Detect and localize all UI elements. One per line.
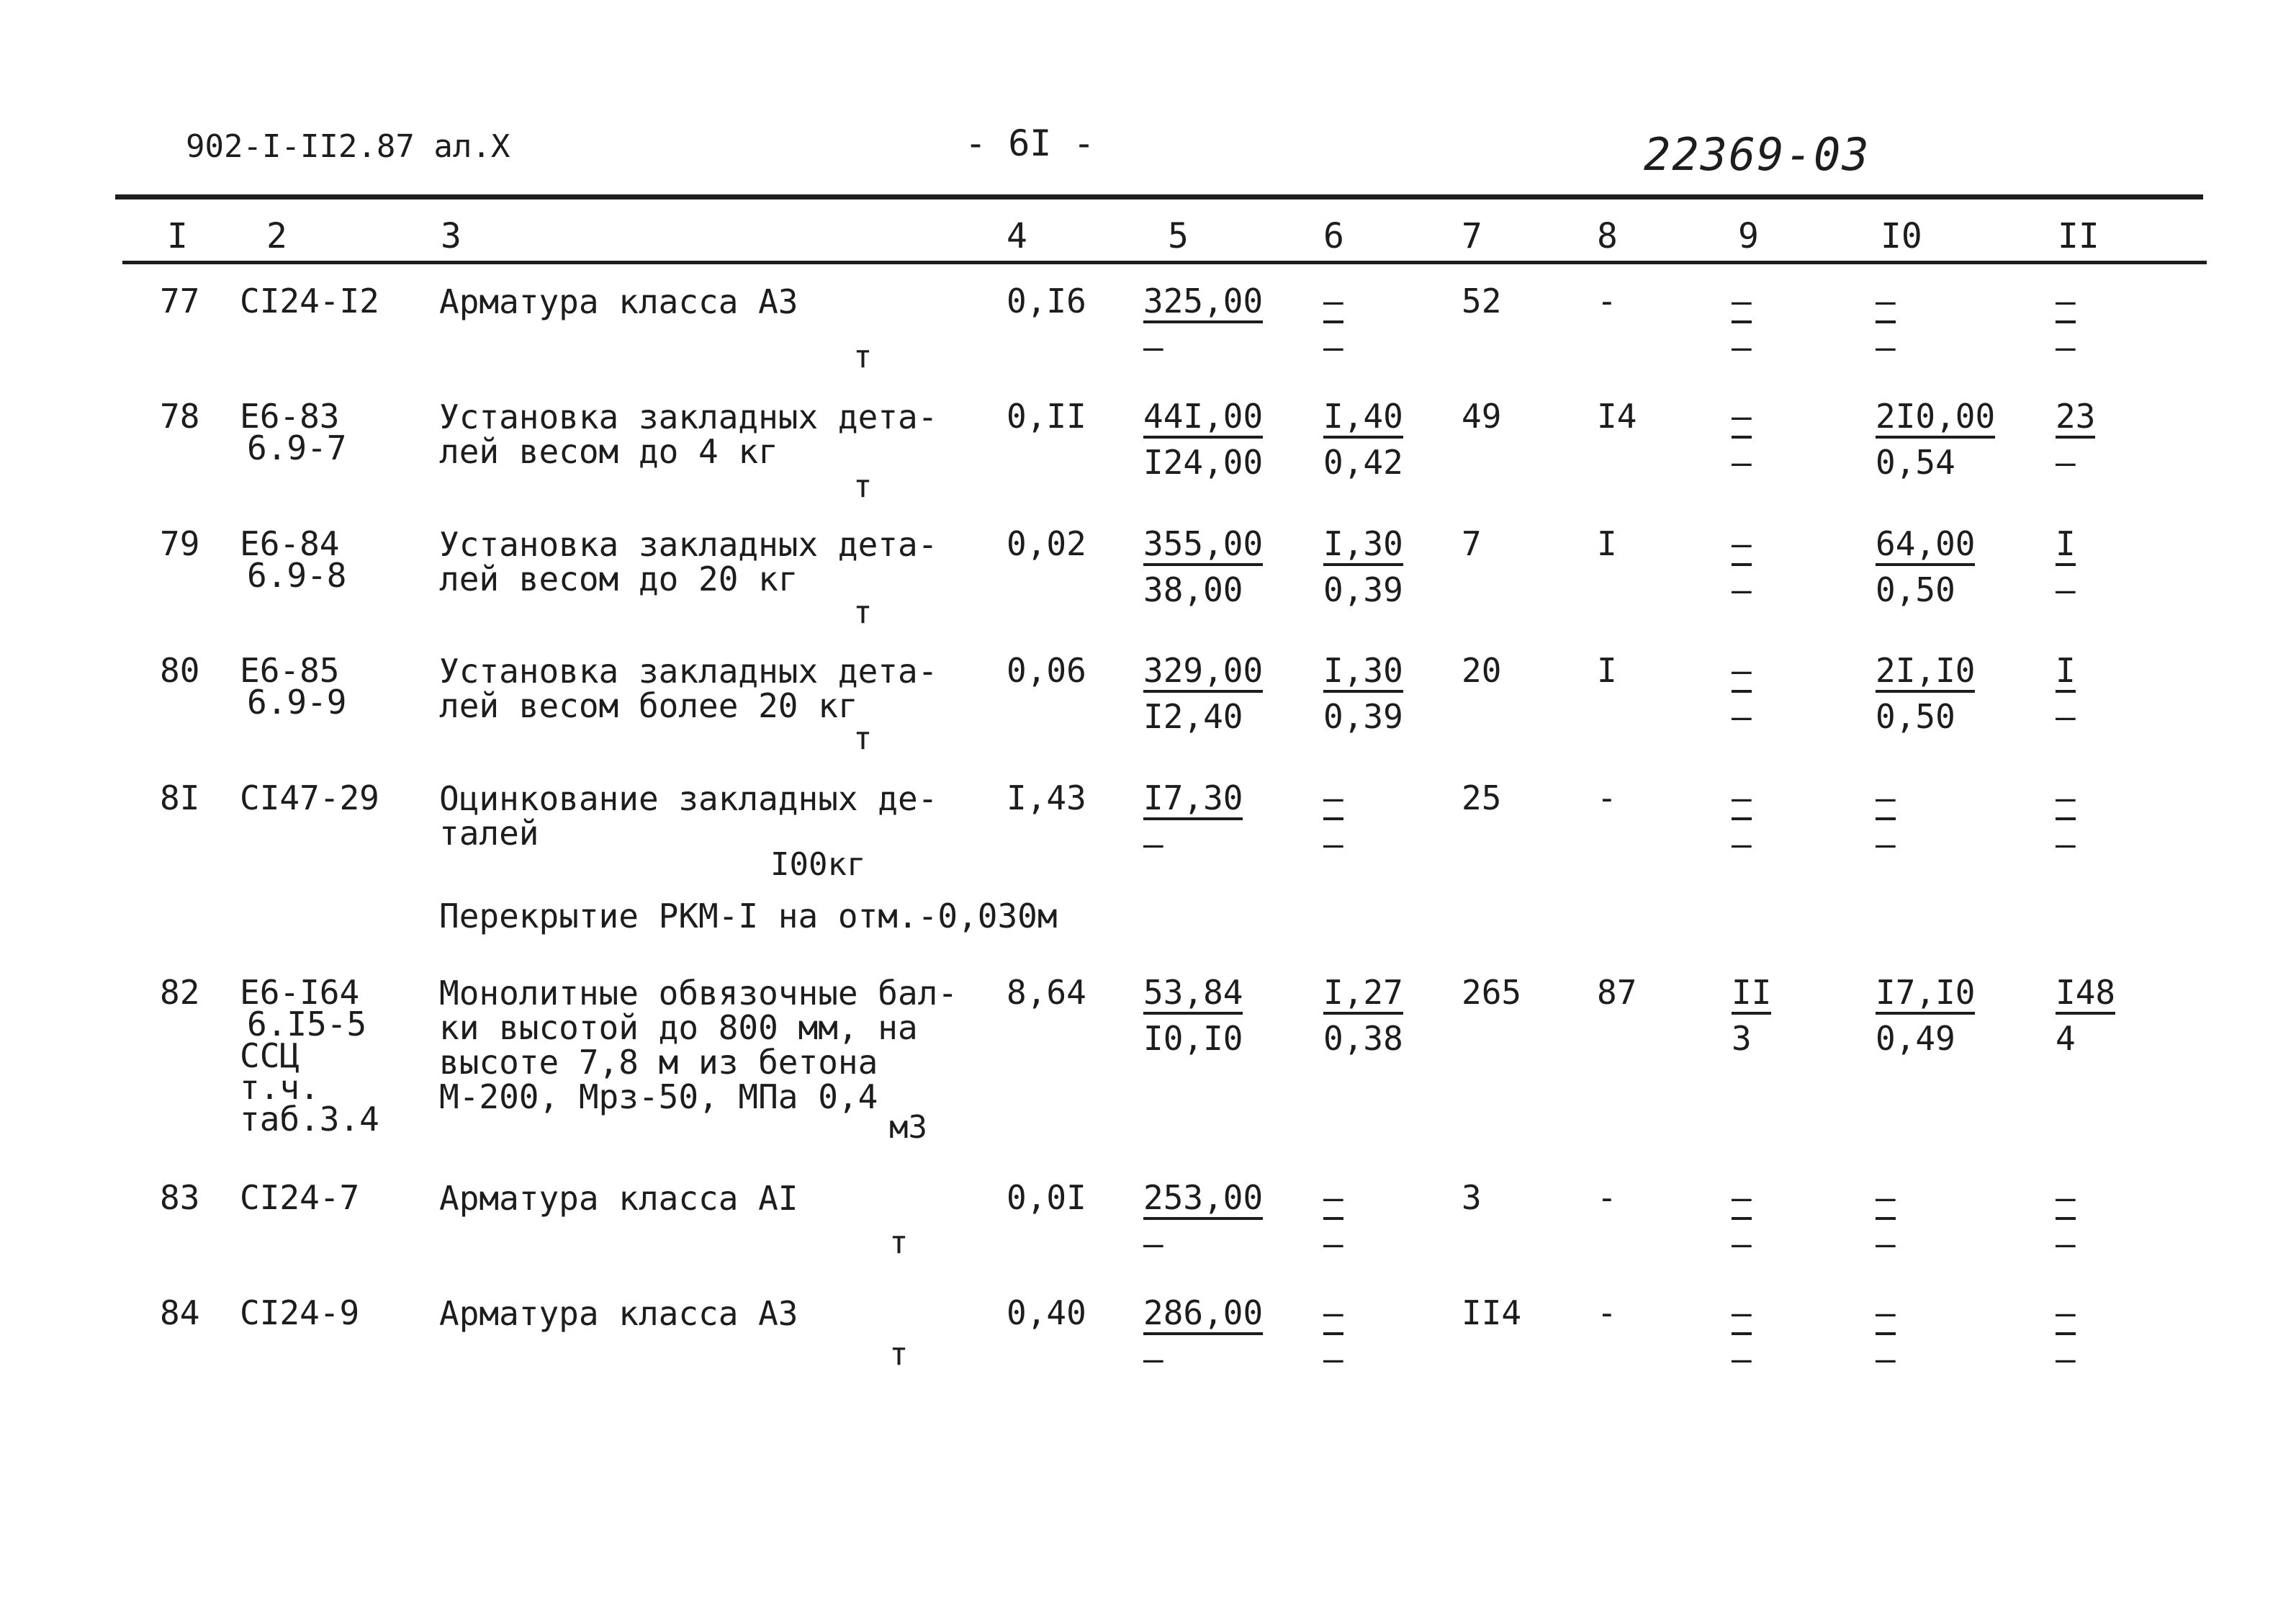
- column-header-3: 3: [441, 216, 462, 256]
- row-quantity: 0,I6: [1007, 282, 1086, 320]
- page-code: 902-I-II2.87 ал.X: [186, 128, 510, 165]
- cell-col9: [1732, 397, 1752, 482]
- cell-col8: -: [1597, 282, 1617, 320]
- cell-col11-denominator: –: [2056, 328, 2076, 367]
- cell-col10-numerator: 2I,I0: [1876, 654, 1975, 693]
- row-unit: т: [853, 720, 873, 757]
- row-number: 79: [160, 524, 200, 563]
- cell-col5-numerator: I7,30: [1143, 781, 1243, 820]
- row-unit: т: [853, 338, 873, 375]
- cell-col10-numerator: –: [1876, 1296, 1896, 1335]
- cell-col6: [1323, 1178, 1343, 1263]
- cell-col6-denominator: –: [1323, 328, 1343, 367]
- cell-col6-numerator: I,30: [1323, 654, 1403, 693]
- cell-col10: [1876, 524, 1976, 609]
- cell-col8: 87: [1597, 973, 1637, 1012]
- cell-col10-denominator: –: [1876, 1339, 1896, 1378]
- cell-col9: [1732, 651, 1752, 736]
- cell-col5: [1143, 397, 1264, 482]
- cell-col11-numerator: –: [2056, 781, 2076, 820]
- row-code: CI24-I2: [240, 282, 379, 320]
- cell-col9-denominator: –: [1732, 1224, 1752, 1263]
- cell-col11-denominator: –: [2056, 697, 2076, 736]
- row-unit: т: [853, 594, 873, 631]
- column-header-6: 6: [1323, 216, 1344, 256]
- cell-col11: [2056, 524, 2076, 609]
- cell-col9: [1732, 778, 1752, 863]
- cell-col9: [1732, 1178, 1752, 1263]
- cell-col11: [2056, 973, 2116, 1058]
- cell-col5-numerator: 355,00: [1143, 527, 1263, 566]
- row-description: лей весом до 4 кг: [439, 432, 778, 471]
- cell-col11-numerator: 23: [2056, 400, 2095, 439]
- cell-col6-denominator: –: [1323, 825, 1343, 863]
- row-code: CI24-7: [240, 1178, 360, 1217]
- cell-col8: -: [1597, 1178, 1617, 1217]
- row-unit: т: [853, 468, 873, 505]
- cell-col9-numerator: –: [1732, 1181, 1752, 1220]
- row-unit: I00кг: [770, 846, 866, 883]
- cell-col9: [1732, 1293, 1752, 1378]
- row-number: 82: [160, 973, 200, 1012]
- cell-col5-denominator: I2,40: [1143, 697, 1243, 736]
- cell-col11: [2056, 778, 2076, 863]
- cell-col11: [2056, 1293, 2076, 1378]
- cell-col11-denominator: –: [2056, 443, 2076, 482]
- cell-col11-denominator: –: [2056, 1339, 2076, 1378]
- cell-col6: [1323, 524, 1403, 609]
- cell-col10: [1876, 282, 1896, 367]
- cell-col10-numerator: I7,I0: [1876, 976, 1975, 1015]
- cell-col11: [2056, 282, 2076, 367]
- cell-col5-denominator: –: [1143, 825, 1163, 863]
- row-description: Арматура класса А3: [439, 282, 798, 321]
- cell-col6-numerator: –: [1323, 1181, 1343, 1220]
- row-description: Арматура класса А3: [439, 1294, 798, 1333]
- cell-col10-denominator: 0,50: [1876, 570, 1955, 609]
- cell-col5: [1143, 973, 1243, 1058]
- row-description: Оцинкование закладных де-: [439, 779, 938, 818]
- cell-col10: [1876, 1293, 1896, 1378]
- cell-col6: [1323, 778, 1343, 863]
- row-code: CI24-9: [240, 1293, 360, 1332]
- section-title: Перекрытие РКМ-I на отм.-0,030м: [439, 897, 1058, 935]
- cell-col5-numerator: 286,00: [1143, 1296, 1263, 1335]
- cell-col10: [1876, 778, 1896, 863]
- column-header-7: 7: [1462, 216, 1482, 256]
- cell-col9-denominator: –: [1732, 328, 1752, 367]
- cell-col8: I: [1597, 651, 1617, 690]
- cell-col8: -: [1597, 1293, 1617, 1332]
- cell-col10: [1876, 973, 1976, 1058]
- row-code: 6.9-9: [247, 683, 347, 722]
- row-code: Е6-I64: [240, 973, 360, 1012]
- cell-col9: [1732, 282, 1752, 367]
- cell-col7: 3: [1462, 1178, 1482, 1217]
- cell-col5: [1143, 1293, 1264, 1378]
- column-header-4: 4: [1007, 216, 1027, 256]
- cell-col7: 20: [1462, 651, 1502, 690]
- cell-col10: [1876, 397, 1996, 482]
- cell-col9-numerator: –: [1732, 781, 1752, 820]
- row-number: 77: [160, 282, 200, 320]
- cell-col10-denominator: 0,50: [1876, 697, 1955, 736]
- row-description: Монолитные обвязочные бал-: [439, 974, 958, 1013]
- cell-col9-numerator: –: [1732, 400, 1752, 439]
- cell-col9: [1732, 524, 1752, 609]
- row-number: 80: [160, 651, 200, 690]
- cell-col11-denominator: –: [2056, 825, 2076, 863]
- cell-col9-denominator: –: [1732, 825, 1752, 863]
- row-quantity: 0,0I: [1007, 1178, 1086, 1217]
- cell-col9: [1732, 973, 1772, 1058]
- cell-col6-denominator: –: [1323, 1339, 1343, 1378]
- row-description: ки высотой до 800 мм, на: [439, 1008, 918, 1047]
- row-quantity: 0,II: [1007, 397, 1086, 436]
- cell-col6-denominator: 0,39: [1323, 570, 1403, 609]
- cell-col9-numerator: II: [1732, 976, 1771, 1015]
- cell-col6-numerator: –: [1323, 284, 1343, 323]
- column-header-8: 8: [1597, 216, 1618, 256]
- document-id: 22369-03: [1644, 128, 1870, 181]
- row-description: талей: [439, 814, 539, 853]
- cell-col11: [2056, 651, 2076, 736]
- row-unit: т: [889, 1224, 909, 1261]
- header-rule: [115, 194, 2203, 199]
- row-unit: т: [889, 1336, 909, 1373]
- cell-col5-denominator: I0,I0: [1143, 1019, 1243, 1058]
- cell-col6-denominator: 0,42: [1323, 443, 1403, 482]
- cell-col7: 52: [1462, 282, 1502, 320]
- cell-col5: [1143, 524, 1264, 609]
- cell-col8: I4: [1597, 397, 1637, 436]
- cell-col5: [1143, 1178, 1264, 1263]
- cell-col5-denominator: 38,00: [1143, 570, 1243, 609]
- cell-col7: 265: [1462, 973, 1522, 1012]
- cell-col6: [1323, 397, 1403, 482]
- cell-col7: II4: [1462, 1293, 1522, 1332]
- cell-col6-numerator: I,27: [1323, 976, 1403, 1015]
- row-code: Е6-85: [240, 651, 340, 690]
- cell-col7: 7: [1462, 524, 1482, 563]
- cell-col5-numerator: 325,00: [1143, 284, 1263, 323]
- row-code: 6.9-8: [247, 556, 347, 595]
- cell-col11-numerator: –: [2056, 1296, 2076, 1335]
- row-code: CI47-29: [240, 778, 379, 817]
- cell-col9-denominator: –: [1732, 1339, 1752, 1378]
- row-number: 8I: [160, 778, 200, 817]
- cell-col7: 49: [1462, 397, 1502, 436]
- cell-col10-denominator: 0,49: [1876, 1019, 1955, 1058]
- row-code: 6.9-7: [247, 428, 347, 467]
- cell-col6-denominator: –: [1323, 1224, 1343, 1263]
- cell-col10-numerator: 64,00: [1876, 527, 1975, 566]
- cell-col11-numerator: I: [2056, 527, 2076, 566]
- cell-col7: 25: [1462, 778, 1502, 817]
- column-header-5: 5: [1168, 216, 1189, 256]
- row-code: Е6-83: [240, 397, 340, 436]
- cell-col9-denominator: –: [1732, 443, 1752, 482]
- row-number: 78: [160, 397, 200, 436]
- cell-col5-numerator: 44I,00: [1143, 400, 1263, 439]
- row-quantity: I,43: [1007, 778, 1086, 817]
- cell-col6: [1323, 282, 1343, 367]
- cell-col6-numerator: –: [1323, 781, 1343, 820]
- row-number: 83: [160, 1178, 200, 1217]
- cell-col5-numerator: 329,00: [1143, 654, 1263, 693]
- row-code: Е6-84: [240, 524, 340, 563]
- cell-col6-numerator: I,40: [1323, 400, 1403, 439]
- cell-col6-denominator: 0,39: [1323, 697, 1403, 736]
- row-description: М-200, Мрз-50, МПа 0,4: [439, 1077, 878, 1116]
- cell-col10: [1876, 1178, 1896, 1263]
- cell-col11-numerator: I48: [2056, 976, 2115, 1015]
- page-number: - 6I -: [965, 122, 1095, 164]
- cell-col5-denominator: –: [1143, 1339, 1163, 1378]
- cell-col11-denominator: –: [2056, 1224, 2076, 1263]
- cell-col10-numerator: –: [1876, 781, 1896, 820]
- cell-col9-denominator: –: [1732, 697, 1752, 736]
- cell-col10-denominator: –: [1876, 825, 1896, 863]
- row-description: лей весом до 20 кг: [439, 560, 798, 598]
- cell-col5-denominator: –: [1143, 328, 1163, 367]
- cell-col11: [2056, 1178, 2076, 1263]
- cell-col8: -: [1597, 778, 1617, 817]
- cell-col9-numerator: –: [1732, 654, 1752, 693]
- column-header-10: I0: [1881, 216, 1922, 256]
- cell-col10-numerator: 2I0,00: [1876, 400, 1995, 439]
- cell-col10-denominator: 0,54: [1876, 443, 1955, 482]
- cell-col5-denominator: I24,00: [1143, 443, 1264, 482]
- row-description: Установка закладных дета-: [439, 652, 938, 691]
- row-description: лей весом более 20 кг: [439, 686, 858, 725]
- cell-col11-numerator: –: [2056, 1181, 2076, 1220]
- cell-col9-denominator: 3: [1732, 1019, 1752, 1058]
- cell-col6: [1323, 973, 1403, 1058]
- cell-col10-numerator: –: [1876, 1181, 1896, 1220]
- cell-col9-numerator: –: [1732, 1296, 1752, 1335]
- column-header-2: 2: [266, 216, 287, 256]
- cell-col5-numerator: 53,84: [1143, 976, 1243, 1015]
- row-unit: м3: [889, 1109, 927, 1146]
- column-header-11: II: [2058, 216, 2099, 256]
- row-code: 6.I5-5: [247, 1005, 367, 1043]
- cell-col11-denominator: –: [2056, 570, 2076, 609]
- cell-col6: [1323, 1293, 1343, 1378]
- row-quantity: 0,02: [1007, 524, 1086, 563]
- column-header-rule: [122, 261, 2207, 264]
- column-header-9: 9: [1738, 216, 1759, 256]
- cell-col6: [1323, 651, 1403, 736]
- row-code: ССЦ: [240, 1036, 300, 1075]
- row-quantity: 8,64: [1007, 973, 1086, 1012]
- cell-col10: [1876, 651, 1976, 736]
- row-quantity: 0,40: [1007, 1293, 1086, 1332]
- row-quantity: 0,06: [1007, 651, 1086, 690]
- cell-col11: [2056, 397, 2096, 482]
- cell-col10-numerator: –: [1876, 284, 1896, 323]
- cell-col6-numerator: –: [1323, 1296, 1343, 1335]
- cell-col5: [1143, 282, 1264, 367]
- cell-col10-denominator: –: [1876, 328, 1896, 367]
- cell-col6-denominator: 0,38: [1323, 1019, 1403, 1058]
- row-description: Арматура класса АI: [439, 1179, 798, 1218]
- cell-col5-denominator: –: [1143, 1224, 1163, 1263]
- cell-col9-numerator: –: [1732, 284, 1752, 323]
- row-code: т.ч.: [240, 1068, 320, 1107]
- cell-col11-numerator: –: [2056, 284, 2076, 323]
- row-description: высоте 7,8 м из бетона: [439, 1043, 878, 1082]
- cell-col6-numerator: I,30: [1323, 527, 1403, 566]
- row-code: таб.3.4: [240, 1100, 379, 1139]
- row-number: 84: [160, 1293, 200, 1332]
- column-header-1: I: [167, 216, 188, 256]
- row-description: Установка закладных дета-: [439, 525, 938, 564]
- cell-col5-numerator: 253,00: [1143, 1181, 1263, 1220]
- cell-col11-denominator: 4: [2056, 1019, 2076, 1058]
- cell-col5: [1143, 778, 1243, 863]
- cell-col8: I: [1597, 524, 1617, 563]
- cell-col10-denominator: –: [1876, 1224, 1896, 1263]
- row-description: Установка закладных дета-: [439, 398, 938, 436]
- cell-col5: [1143, 651, 1264, 736]
- cell-col11-numerator: I: [2056, 654, 2076, 693]
- cell-col9-numerator: –: [1732, 527, 1752, 566]
- cell-col9-denominator: –: [1732, 570, 1752, 609]
